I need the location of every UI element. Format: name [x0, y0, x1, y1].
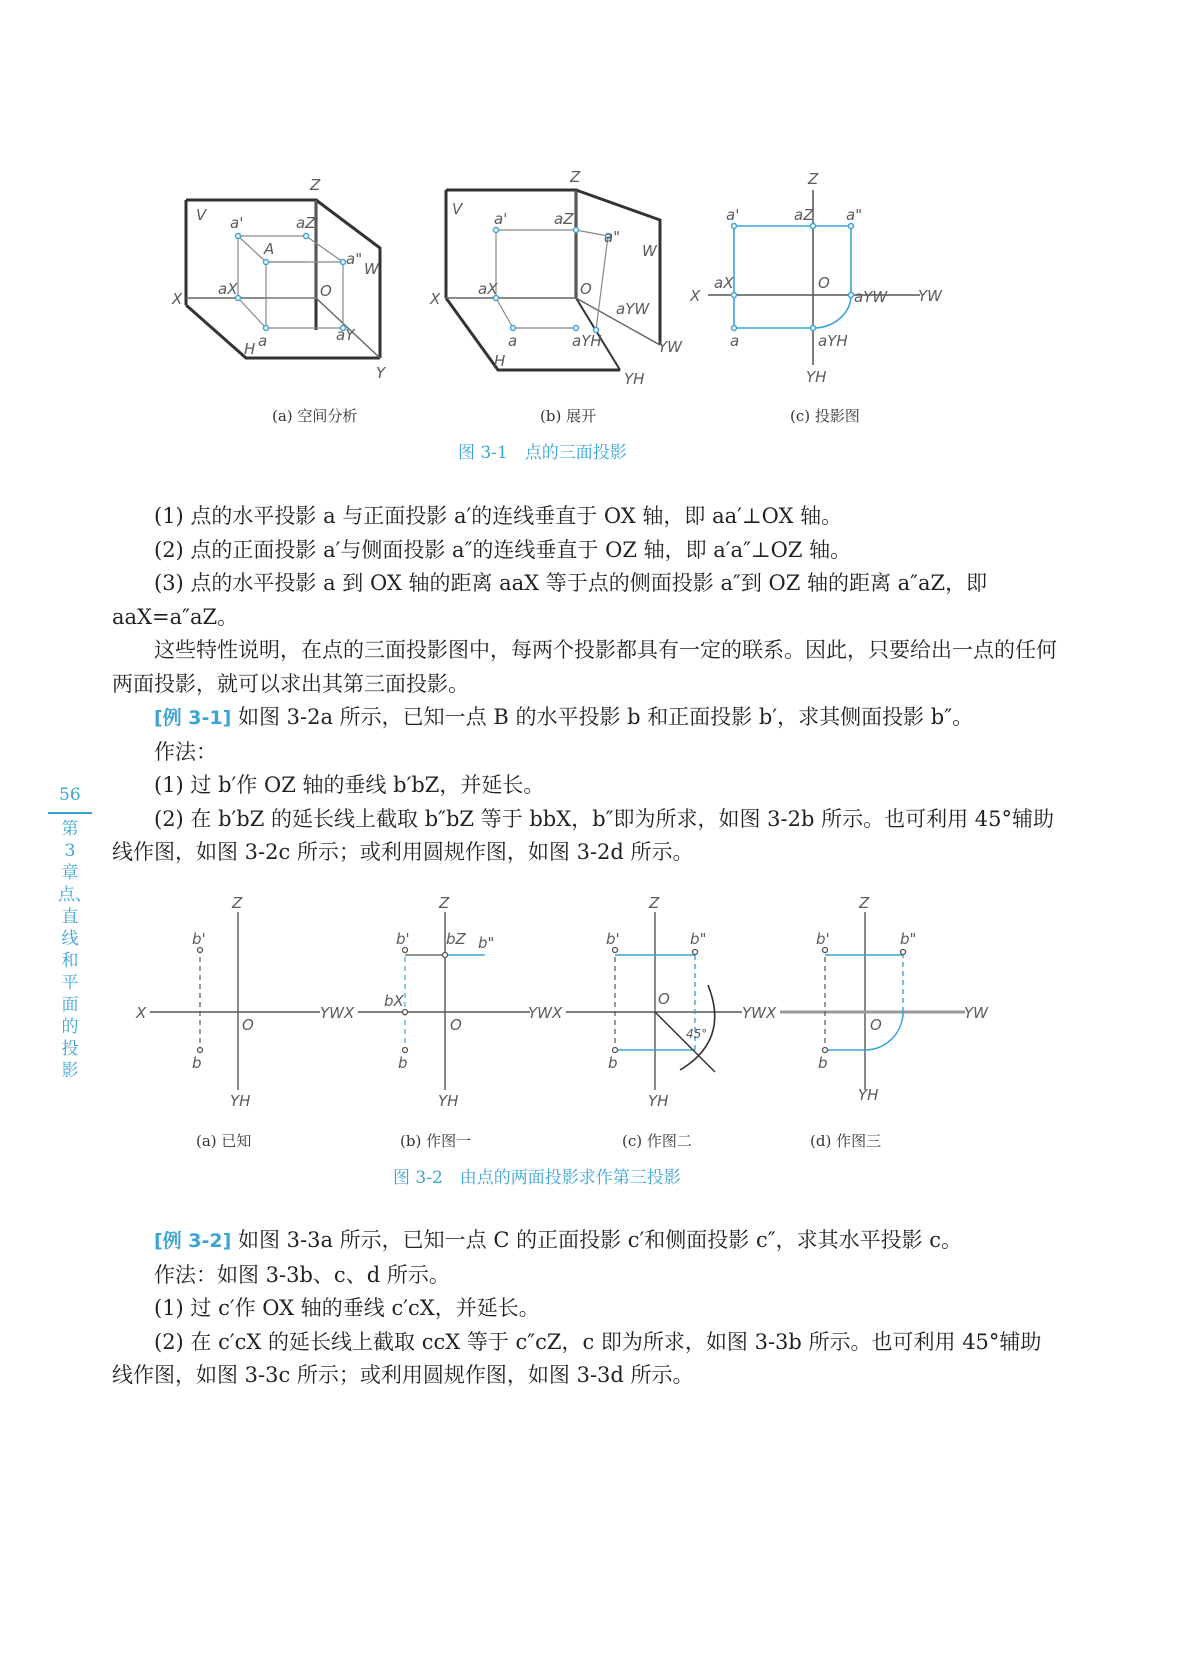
label-W: W [364, 260, 379, 278]
label-YH: YH [806, 368, 827, 386]
label-V: V [452, 200, 463, 218]
label-YW: YW [658, 338, 682, 356]
label-X: X [430, 290, 441, 308]
label-aYH: aYH [818, 332, 848, 350]
figure-3-2-diagram [130, 890, 990, 1120]
figure-3-1c-caption: (c) 投影图 [790, 407, 860, 425]
svg-text:b: b [818, 1054, 828, 1072]
paragraph: (3) 点的水平投影 a 到 OX 轴的距离 aaX 等于点的侧面投影 a″到 OZ 轴的距离 a″aZ，即 aaX=a″aZ。 [112, 571, 988, 629]
label-O: O [818, 274, 830, 292]
label-aYW: aYW [616, 300, 650, 318]
svg-text:Z: Z [649, 894, 660, 912]
label-YH: YH [624, 370, 645, 388]
label-a: a [508, 332, 518, 350]
figure-3-1a-diagram [168, 170, 418, 395]
svg-text:X: X [552, 1004, 563, 1022]
svg-text:O: O [450, 1016, 462, 1034]
label-Z: Z [808, 170, 819, 188]
svg-text:b': b' [396, 930, 410, 948]
svg-text:b: b [608, 1054, 618, 1072]
svg-text:YH: YH [438, 1092, 459, 1110]
svg-text:b": b" [690, 930, 707, 948]
figure-3-2a [135, 894, 345, 1110]
figure-3-2b-caption: (b) 作图一 [400, 1132, 472, 1150]
svg-text:YW: YW [964, 1004, 988, 1022]
svg-text:bX: bX [384, 992, 404, 1010]
label-a-prime: a' [230, 214, 244, 232]
figure-3-2-title: 图 3-2 由点的两面投影求作第三投影 [393, 1168, 681, 1188]
figure-3-2d-caption: (d) 作图三 [810, 1132, 882, 1150]
svg-text:YW: YW [320, 1004, 344, 1022]
figure-3-2d [765, 894, 989, 1104]
svg-text:X: X [344, 1004, 355, 1022]
label-X: X [690, 287, 701, 305]
label-aX: aX [714, 274, 734, 292]
paragraph: (2) 在 b′bZ 的延长线上截取 b″bZ 等于 bbX，b″即为所求，如图 3-2b 所示。也可利用 45°辅助线作图，如图 3-2c 所示；或利用圆规作图，如图 3-2d 所示。 [112, 806, 1054, 864]
body-text-2 [112, 1224, 1060, 1393]
paragraph: (1) 过 b′作 OZ 轴的垂线 b′bZ，并延长。 [154, 773, 545, 797]
paragraph: (2) 在 c′cX 的延长线上截取 ccX 等于 c″cZ，c 即为所求，如图 3-3b 所示。也可利用 45°辅助线作图，如图 3-3c 所示；或利用圆规作图，如图 3-3d 所示。 [112, 1329, 1042, 1387]
svg-text:YH: YH [648, 1092, 669, 1110]
svg-text:b': b' [192, 930, 206, 948]
label-a-prime: a' [494, 210, 508, 228]
svg-text:O: O [242, 1016, 254, 1034]
label-a-dprime: a" [346, 250, 363, 268]
svg-text:b": b" [900, 930, 917, 948]
label-a: a [730, 332, 740, 350]
label-aYH: aYH [572, 332, 602, 350]
paragraph: 这些特性说明，在点的三面投影图中，每两个投影都具有一定的联系。因此，只要给出一点的任何两面投影，就可以求出其第三面投影。 [112, 638, 1057, 696]
svg-text:Z: Z [859, 894, 870, 912]
label-YW: YW [918, 287, 942, 305]
svg-text:X: X [136, 1004, 147, 1022]
label-aYW: aYW [854, 288, 888, 306]
figure-3-1a-caption: (a) 空间分析 [272, 407, 358, 425]
figure-3-1c-diagram [688, 170, 948, 395]
label-aY: aY [336, 326, 355, 344]
svg-text:Z: Z [232, 894, 243, 912]
svg-text:b': b' [816, 930, 830, 948]
figure-3-2c [551, 894, 767, 1110]
figure-3-2a-caption: (a) 已知 [196, 1132, 252, 1150]
label-a: a [258, 332, 268, 350]
chapter-label: 第3章 点、直线和平面的投影 [58, 819, 92, 1081]
label-Y: Y [376, 364, 386, 382]
label-Z: Z [570, 168, 581, 186]
paragraph: (1) 点的水平投影 a 与正面投影 a′的连线垂直于 OX 轴，即 aa′⊥OX 轴。 [154, 504, 843, 528]
label-A: A [264, 240, 275, 258]
label-aZ: aZ [296, 214, 316, 232]
svg-text:Z: Z [439, 894, 450, 912]
label-W: W [642, 242, 657, 260]
svg-text:YW: YW [528, 1004, 552, 1022]
label-aZ: aZ [554, 210, 574, 228]
label-a-dprime: a" [604, 228, 621, 246]
figure-3-1-title: 图 3-1 点的三面投影 [458, 443, 627, 463]
svg-text:X: X [766, 1004, 777, 1022]
paragraph: (1) 过 c′作 OX 轴的垂线 c′cX，并延长。 [154, 1296, 540, 1320]
figure-3-2c-caption: (c) 作图二 [622, 1132, 692, 1150]
figure-3-1b-caption: (b) 展开 [540, 407, 597, 425]
figure-3-1b-diagram [428, 168, 682, 395]
svg-text:YH: YH [858, 1086, 879, 1104]
svg-text:YW: YW [742, 1004, 766, 1022]
label-aX: aX [478, 280, 498, 298]
paragraph: 作法：如图 3-3b、c、d 所示。 [154, 1262, 450, 1287]
label-O: O [580, 280, 592, 298]
sidebar-divider [48, 812, 92, 814]
example-tag: [例 3-1] [154, 707, 232, 729]
svg-text:O: O [658, 990, 670, 1008]
label-aZ: aZ [794, 206, 814, 224]
paragraph: (2) 点的正面投影 a′与侧面投影 a″的连线垂直于 OZ 轴，即 a′a″⊥OZ 轴。 [154, 537, 852, 562]
label-H: H [244, 340, 256, 358]
label-a-prime: a' [726, 206, 740, 224]
label-aX: aX [218, 280, 238, 298]
label-X: X [172, 290, 183, 308]
svg-text:YH: YH [230, 1092, 251, 1110]
svg-text:b": b" [478, 934, 495, 952]
label-Z: Z [310, 176, 321, 194]
example-text: 如图 3-3a 所示，已知一点 C 的正面投影 c′和侧面投影 c″，求其水平投影 c。 [231, 1228, 963, 1252]
label-a-dprime: a" [846, 206, 863, 224]
paragraph: 作法： [154, 739, 217, 764]
svg-text:b': b' [606, 930, 620, 948]
figure-3-2b [343, 894, 553, 1110]
example-3-1 [112, 701, 1060, 736]
label-V: V [196, 206, 207, 224]
svg-text:b: b [398, 1054, 408, 1072]
svg-text:O: O [870, 1016, 882, 1034]
example-3-2 [112, 1224, 1060, 1259]
example-tag: [例 3-2] [154, 1230, 232, 1252]
example-text: 如图 3-2a 所示，已知一点 B 的水平投影 b 和正面投影 b′，求其侧面投影 b″。 [231, 705, 974, 729]
label-H: H [494, 352, 506, 370]
label-O: O [320, 282, 332, 300]
page-number: 56 [59, 785, 81, 805]
svg-text:bZ: bZ [446, 930, 466, 948]
body-text-1 [112, 500, 1060, 870]
svg-text:b: b [192, 1054, 202, 1072]
svg-text:45°: 45° [686, 1027, 708, 1041]
